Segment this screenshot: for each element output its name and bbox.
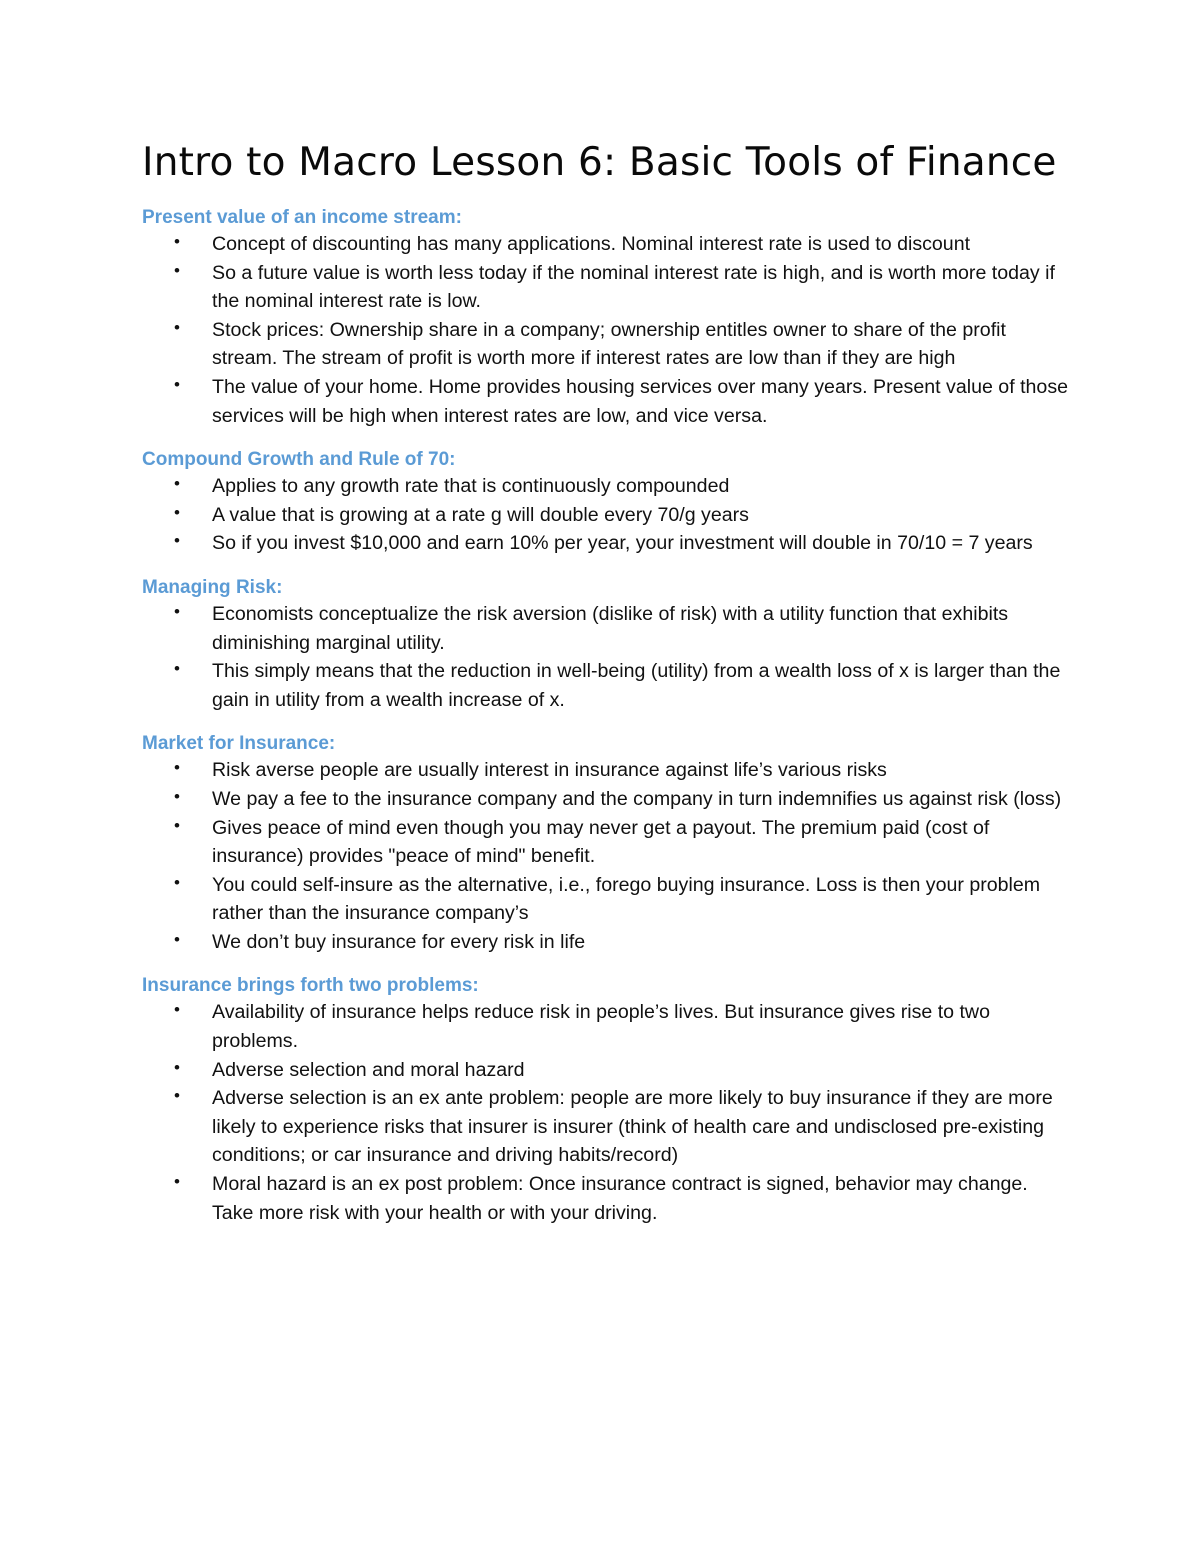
bullet-text: Moral hazard is an ex post problem: Once insurance contract is signed, behavior may change. Take more risk with your health or with your driving. — [212, 1173, 1028, 1224]
bullet-item — [142, 756, 1072, 785]
bullet-icon: • — [174, 1172, 180, 1192]
bullet-item — [142, 1084, 1072, 1170]
section-heading: Market for Insurance: — [142, 733, 336, 755]
bullet-text: Concept of discounting has many applications. Nominal interest rate is used to discount — [212, 233, 971, 255]
bullet-text: Availability of insurance helps reduce risk in people’s lives. But insurance gives rise to two problems. — [212, 1001, 990, 1053]
bullet-icon: • — [174, 374, 180, 394]
bullet-text: Adverse selection and moral hazard — [212, 1058, 525, 1081]
bullet-item — [142, 928, 1072, 957]
section-heading: Insurance brings forth two problems: — [142, 975, 479, 997]
bullet-item — [142, 259, 1072, 316]
bullet-item — [142, 871, 1072, 928]
document-title: Intro to Macro Lesson 6: Basic Tools of Finance — [142, 140, 1057, 185]
bullet-item — [142, 1056, 1072, 1085]
bullet-text: The value of your home. Home provides housing services over many years. Present value of those services will be high when interest rates are low, and vice versa. — [212, 375, 1069, 427]
bullet-icon: • — [174, 872, 180, 892]
bullet-list — [142, 756, 1072, 956]
bullet-text: So if you invest $10,000 and earn 10% per year, your investment will double in 70/10 = 7 years — [212, 532, 1033, 555]
bullet-text: Adverse selection is an ex ante problem: people are more likely to buy insurance if they are more likely to experience risks that insurer is insurer (think of health care and undisclosed pre-existing conditions; or car insurance and driving habits/record) — [212, 1087, 1053, 1167]
section-heading: Managing Risk: — [142, 576, 283, 598]
bullet-list — [142, 230, 1072, 430]
bullet-icon: • — [174, 502, 180, 522]
section — [142, 732, 1072, 956]
bullet-list — [142, 472, 1072, 558]
bullet-item — [142, 373, 1072, 430]
bullet-item — [142, 316, 1072, 373]
bullet-text: Risk averse people are usually interest in insurance against life’s various risks — [212, 759, 887, 782]
bullet-icon: • — [174, 1086, 180, 1106]
bullet-item — [142, 998, 1072, 1055]
bullet-text: A value that is growing at a rate g will double every 70/g years — [212, 503, 749, 526]
section — [142, 448, 1072, 558]
bullet-icon: • — [174, 260, 180, 280]
bullet-icon: • — [174, 1000, 180, 1020]
section-heading: Compound Growth and Rule of 70: — [142, 449, 456, 471]
bullet-icon: • — [174, 929, 180, 949]
bullet-item — [142, 600, 1072, 657]
bullet-list — [142, 998, 1072, 1227]
bullet-icon: • — [174, 531, 180, 551]
bullet-text: Stock prices: Ownership share in a company; ownership entitles owner to share of the profit stream. The stream of profit is worth more if interest rates are low than if they are high — [212, 318, 1006, 370]
bullet-item — [142, 657, 1072, 714]
section-heading: Present value of an income stream: — [142, 207, 462, 228]
section — [142, 206, 1072, 430]
bullet-icon: • — [174, 232, 180, 251]
bullet-text: We pay a fee to the insurance company and the company in turn indemnifies us against risk (loss) — [212, 787, 1062, 810]
bullet-icon: • — [174, 317, 180, 337]
bullet-icon: • — [174, 659, 180, 679]
bullet-icon: • — [174, 758, 180, 778]
bullet-item — [142, 472, 1072, 501]
bullet-item — [142, 785, 1072, 814]
bullet-item — [142, 501, 1072, 530]
bullet-item — [142, 230, 1072, 259]
document-page — [142, 140, 1072, 1227]
bullet-text: We don’t buy insurance for every risk in life — [212, 930, 586, 953]
bullet-text: Economists conceptualize the risk aversion (dislike of risk) with a utility function that exhibits diminishing marginal utility. — [212, 602, 1009, 654]
bullet-icon: • — [174, 1057, 180, 1077]
bullet-text: Applies to any growth rate that is continuously compounded — [212, 475, 730, 498]
bullet-text: So a future value is worth less today if the nominal interest rate is high, and is worth more today if the nominal interest rate is low. — [212, 261, 1055, 313]
section — [142, 974, 1072, 1227]
bullet-list — [142, 600, 1072, 714]
bullet-text: You could self-insure as the alternative, i.e., forego buying insurance. Loss is then your problem rather than the insurance company’s — [212, 873, 1041, 925]
bullet-icon: • — [174, 786, 180, 806]
document-body — [142, 206, 1072, 1227]
bullet-icon: • — [174, 815, 180, 835]
section — [142, 576, 1072, 714]
bullet-icon: • — [174, 474, 180, 494]
bullet-item — [142, 814, 1072, 871]
bullet-item — [142, 1170, 1072, 1227]
bullet-icon: • — [174, 601, 180, 621]
bullet-item — [142, 529, 1072, 558]
bullet-text: Gives peace of mind even though you may never get a payout. The premium paid (cost of insurance) provides "peace of mind" benefit. — [212, 816, 990, 868]
bullet-text: This simply means that the reduction in well-being (utility) from a wealth loss of x is larger than the gain in utility from a wealth increase of x. — [212, 660, 1061, 711]
